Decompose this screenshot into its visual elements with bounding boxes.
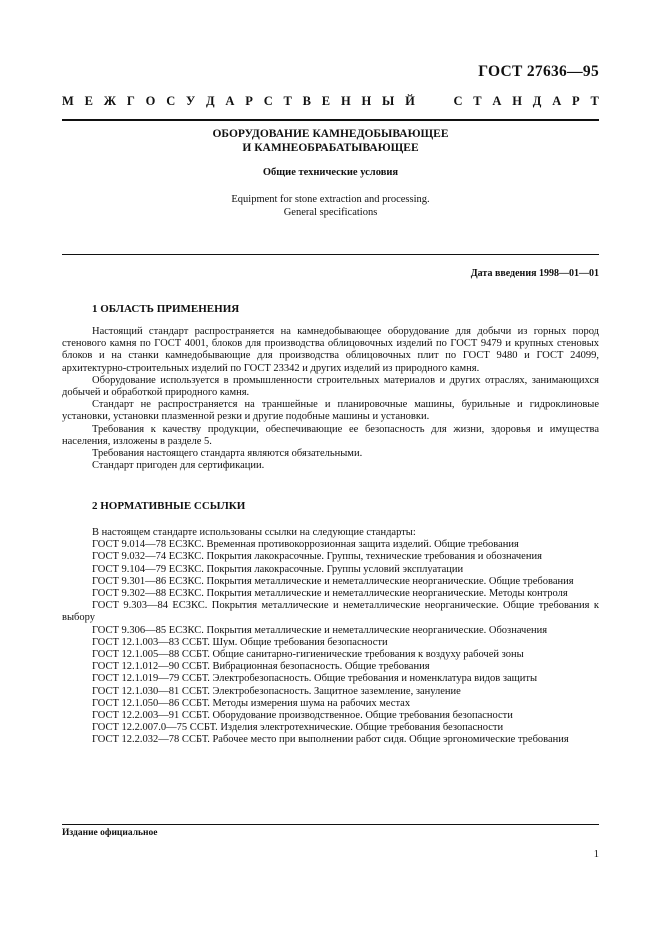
footer-divider: [62, 824, 599, 825]
reference-intro: В настоящем стандарте использованы ссылки на следующие стандарты:: [92, 527, 416, 538]
header-band-letter: Ы: [382, 94, 395, 108]
reference-item: ГОСТ 9.104—79 ЕСЗКС. Покрытия лакокрасочные. Группы условий эксплуатации: [92, 563, 464, 575]
header-band-letter: Е: [84, 94, 93, 108]
title-line-2: И КАМНЕОБРАБАТЫВАЮЩЕЕ: [242, 142, 419, 154]
header-band-gap: [440, 94, 443, 109]
reference-item: ГОСТ 12.1.003—83 ССБТ. Шум. Общие требования безопасности: [92, 636, 388, 648]
header-band-letter: Р: [572, 94, 580, 108]
header-band-letter: В: [302, 94, 311, 108]
reference-item: ГОСТ 12.1.012—90 ССБТ. Вибрационная безопасность. Общие требования: [92, 661, 430, 673]
reference-item: ГОСТ 9.303—84 ЕСЗКС. Покрытия металлические и неметаллические неорганические. Общие требования к выбору: [62, 600, 599, 624]
header-band-letter: У: [186, 94, 196, 108]
reference-item: ГОСТ 12.1.005—88 ССБТ. Общие санитарно-гигиенические требования к воздуху рабочей зоны: [92, 649, 524, 661]
section-1-paragraph: Оборудование используется в промышленности строительных материалов и других отраслях, занимающихся добычей и обработкой природного камня.: [62, 374, 599, 399]
reference-item: ГОСТ 12.1.019—79 ССБТ. Электробезопасность. Общие требования и номенклатура видов защиты: [92, 673, 538, 685]
reference-item: ГОСТ 9.301—86 ЕСЗКС. Покрытия металлические и неметаллические неорганические. Общие требования: [92, 575, 574, 587]
reference-item: ГОСТ 12.2.003—91 ССБТ. Оборудование производственное. Общие требования безопасности: [92, 710, 513, 722]
reference-item: ГОСТ 12.1.030—81 ССБТ. Электробезопасность. Защитное заземление, зануление: [92, 685, 461, 697]
reference-item: ГОСТ 9.032—74 ЕСЗКС. Покрытия лакокрасочные. Группы, технические требования и обозначения: [92, 551, 542, 563]
header-band-letter: С: [453, 94, 463, 108]
top-divider: [62, 119, 599, 121]
document-subtitle: Общие технические условия: [262, 167, 399, 178]
header-band-letter: Д: [532, 94, 542, 108]
section-1-paragraph: Стандарт пригоден для сертификации.: [92, 460, 265, 472]
document-code: ГОСТ 27636—95: [478, 63, 599, 80]
section-1-paragraph: Настоящий стандарт распространяется на камнедобывающее оборудование для добычи из горных пород стенового камня по ГОСТ 4001, блоков для производства облицовочных изделий по ГОСТ 9479 и крупных стеновых блоков и на станки камнедобывающие для производства облицовочных плит по ГОСТ 9480 и ГОСТ 24099, архитектурно-строительных изделий по ГОСТ 23342 и других изделий из природного камня.: [62, 326, 599, 374]
header-band-letter: А: [225, 94, 235, 108]
header-band-letter: Т: [283, 94, 292, 108]
header-band-letter: Ж: [103, 94, 117, 108]
section-2-body: [62, 527, 599, 747]
section-1-paragraph: Требования настоящего стандарта являются обязательными.: [92, 448, 363, 460]
section-2-heading: 2 НОРМАТИВНЫЕ ССЫЛКИ: [92, 500, 246, 512]
section-1-body: [62, 326, 599, 472]
header-band-letter: Д: [206, 94, 215, 108]
edition-label: Издание официальное: [62, 828, 158, 838]
english-title: [62, 194, 599, 219]
english-title-line-1: Equipment for stone extraction and processing.: [231, 194, 430, 205]
title-line-1: ОБОРУДОВАНИЕ КАМНЕДОБЫВАЮЩЕЕ: [212, 128, 449, 140]
header-band-letter: Г: [126, 94, 135, 108]
section-1-paragraph: Требования к качеству продукции, обеспечивающие ее безопасность для жизни, здоровья и имущества населения, изложены в разделе 5.: [62, 423, 599, 447]
title-divider: [62, 254, 599, 255]
reference-item: ГОСТ 9.014—78 ЕСЗКС. Временная противокоррозионная защита изделий. Общие требования: [92, 539, 519, 551]
reference-item: ГОСТ 12.1.050—86 ССБТ. Методы измерения шума на рабочих местах: [92, 697, 411, 709]
standard-type-band: [62, 94, 599, 109]
header-band-letter: Р: [245, 94, 253, 108]
reference-item: ГОСТ 12.2.032—78 ССБТ. Рабочее место при выполнении работ сидя. Общие эргономические требования: [92, 734, 569, 746]
header-band-gap: [426, 94, 429, 109]
header-band-letter: М: [62, 94, 74, 108]
reference-item: ГОСТ 12.2.007.0—75 ССБТ. Изделия электротехнические. Общие требования безопасности: [92, 722, 504, 734]
page-number: 1: [593, 849, 599, 860]
header-band-letter: Н: [340, 94, 351, 108]
header-band-letter: Е: [321, 94, 331, 108]
header-band-letter: О: [145, 94, 156, 108]
header-band-letter: А: [492, 94, 502, 108]
header-band-letter: А: [552, 94, 562, 108]
header-band-letter: Т: [473, 94, 482, 108]
header-band-letter: Н: [361, 94, 372, 108]
introduction-date: Дата введения 1998—01—01: [470, 268, 599, 279]
reference-item: ГОСТ 9.306—85 ЕСЗКС. Покрытия металлические и неметаллические неорганические. Обозначения: [92, 624, 548, 636]
header-band-letter: Т: [590, 94, 599, 108]
header-band-letter: С: [263, 94, 273, 108]
header-band-letter: С: [166, 94, 176, 108]
reference-item: ГОСТ 9.302—88 ЕСЗКС. Покрытия металлические и неметаллические неорганические. Методы контроля: [92, 588, 568, 600]
header-band-letter: Н: [512, 94, 522, 108]
section-1-heading: 1 ОБЛАСТЬ ПРИМЕНЕНИЯ: [92, 303, 240, 315]
english-title-line-2: General specifications: [283, 206, 378, 218]
header-band-letter: Й: [405, 94, 415, 108]
document-title: [62, 127, 599, 155]
section-1-paragraph: Стандарт не распространяется на траншейные и планировочные машины, бурильные и гидроклиновые установки, установки плазменной резки и другие подобные машины и установки.: [62, 399, 599, 423]
